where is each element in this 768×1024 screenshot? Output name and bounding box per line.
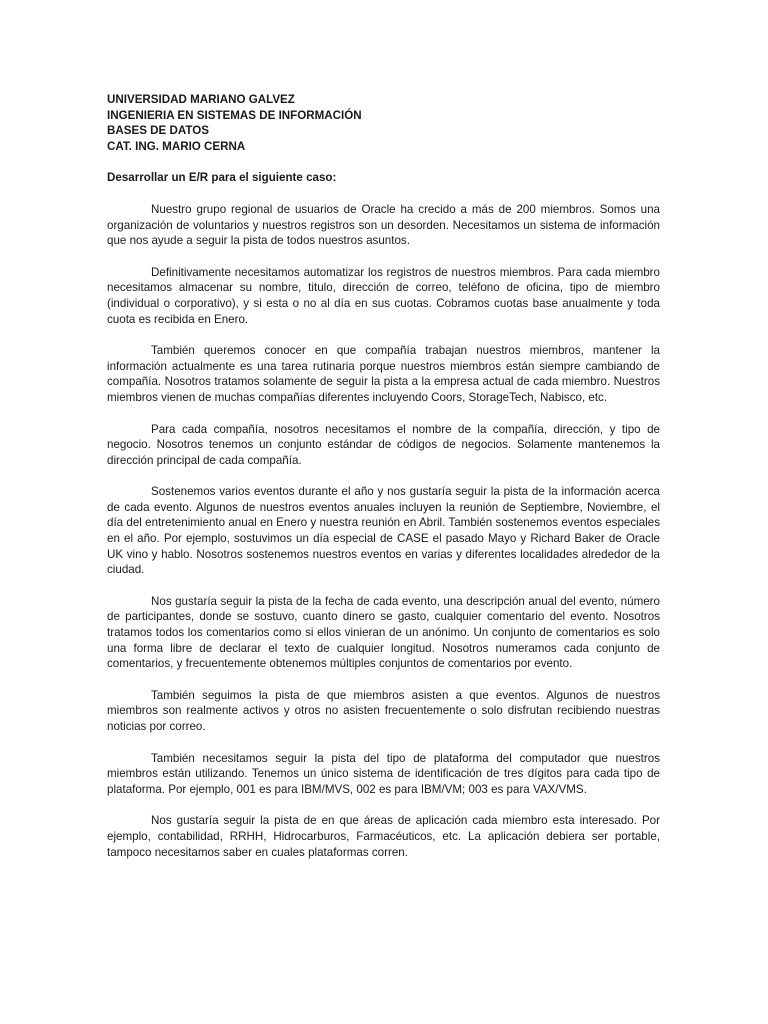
instructor-name: CAT. ING. MARIO CERNA bbox=[107, 139, 246, 153]
paragraph-5: Sostenemos varios eventos durante el año y nos gustaría seguir la pista de la información acerca de cada evento. Algunos de nuestros eventos anuales incluyen la reunión de Septiembre, Noviembre, el día del entretenimiento anual en Enero y nuestra reunión en Abril. También sostenemos eventos especiales en el año. Por ejemplo, sostuvimos un día especial de CASE el pasado Mayo y Richard Baker de Oracle UK vino y hablo. Nosotros sostenemos nuestros eventos en varias y diferentes localidades alrededor de la ciudad. bbox=[107, 485, 660, 577]
paragraph-7: También seguimos la pista de que miembros asisten a que eventos. Algunos de nuestros miembros son realmente activos y otros no asisten frecuentemente o solo disfrutan recibiendo nuestras noticias por correo. bbox=[107, 688, 660, 733]
paragraph-8: También necesitamos seguir la pista del tipo de plataforma del computador que nuestros miembros están utilizando. Tenemos un único sistema de identificación de tres dígitos para cada tipo de plataforma. Por ejemplo, 001 es para IBM/MVS, 002 es para IBM/VM; 003 es para VAX/VMS. bbox=[107, 751, 660, 796]
paragraph-4: Para cada compañía, nosotros necesitamos el nombre de la compañía, dirección, y tipo de negocio. Nosotros tenemos un conjunto estándar de códigos de negocios. Solamente mantenemos la dirección principal de cada compañía. bbox=[107, 422, 660, 467]
document-page bbox=[107, 92, 660, 876]
case-body bbox=[107, 202, 660, 860]
university-name: UNIVERSIDAD MARIANO GALVEZ bbox=[107, 93, 295, 106]
paragraph-9: Nos gustaría seguir la pista de en que áreas de aplicación cada miembro esta interesado. Por ejemplo, contabilidad, RRHH, Hidrocarburos, Farmacéuticos, etc. La aplicación debiera ser portable, tampoco necesitamos saber en cuales plataformas corren. bbox=[107, 814, 660, 859]
paragraph-1: Nuestro grupo regional de usuarios de Oracle ha crecido a más de 200 miembros. Somos una organización de voluntarios y nuestros registros son un desorden. Necesitamos un sistema de información que nos ayude a seguir la pista de todos nuestros asuntos. bbox=[107, 202, 660, 248]
program-name: INGENIERIA EN SISTEMAS DE INFORMACIÓN bbox=[107, 108, 362, 122]
paragraph-6: Nos gustaría seguir la pista de la fecha de cada evento, una descripción anual del evento, número de participantes, donde se sostuvo, cuanto dinero se gasto, cualquier comentario del evento. Nosotros tratamos todos los comentarios como si ellos vinieran de un anónimo. Un conjunto de comentarios es solo una forma libre de declarar el texto de cualquier longitud. Nosotros numeramos cada conjunto de comentarios, y frecuentemente obtenemos múltiples conjuntos de comentarios por evento. bbox=[107, 594, 660, 671]
document-header bbox=[107, 92, 660, 154]
course-name: BASES DE DATOS bbox=[107, 124, 209, 138]
paragraph-2: Definitivamente necesitamos automatizar los registros de nuestros miembros. Para cada miembro necesitamos almacenar su nombre, titulo, dirección de correo, teléfono de oficina, tipo de miembro (individual o corporativo), y si esta o no al día en sus cuotas. Cobramos cuotas base anualmente y toda cuota es recibida en Enero. bbox=[107, 265, 660, 326]
assignment-title: Desarrollar un E/R para el siguiente caso: bbox=[107, 171, 337, 185]
paragraph-3: También queremos conocer en que compañía trabajan nuestros miembros, mantener la información actualmente es una tarea rutinaria porque nuestros miembros están siempre cambiando de compañía. Nosotros tratamos solamente de seguir la pista a la empresa actual de cada miembro. Nuestros miembros vienen de muchas compañías diferentes incluyendo Coors, StorageTech, Nabisco, etc. bbox=[107, 344, 660, 404]
